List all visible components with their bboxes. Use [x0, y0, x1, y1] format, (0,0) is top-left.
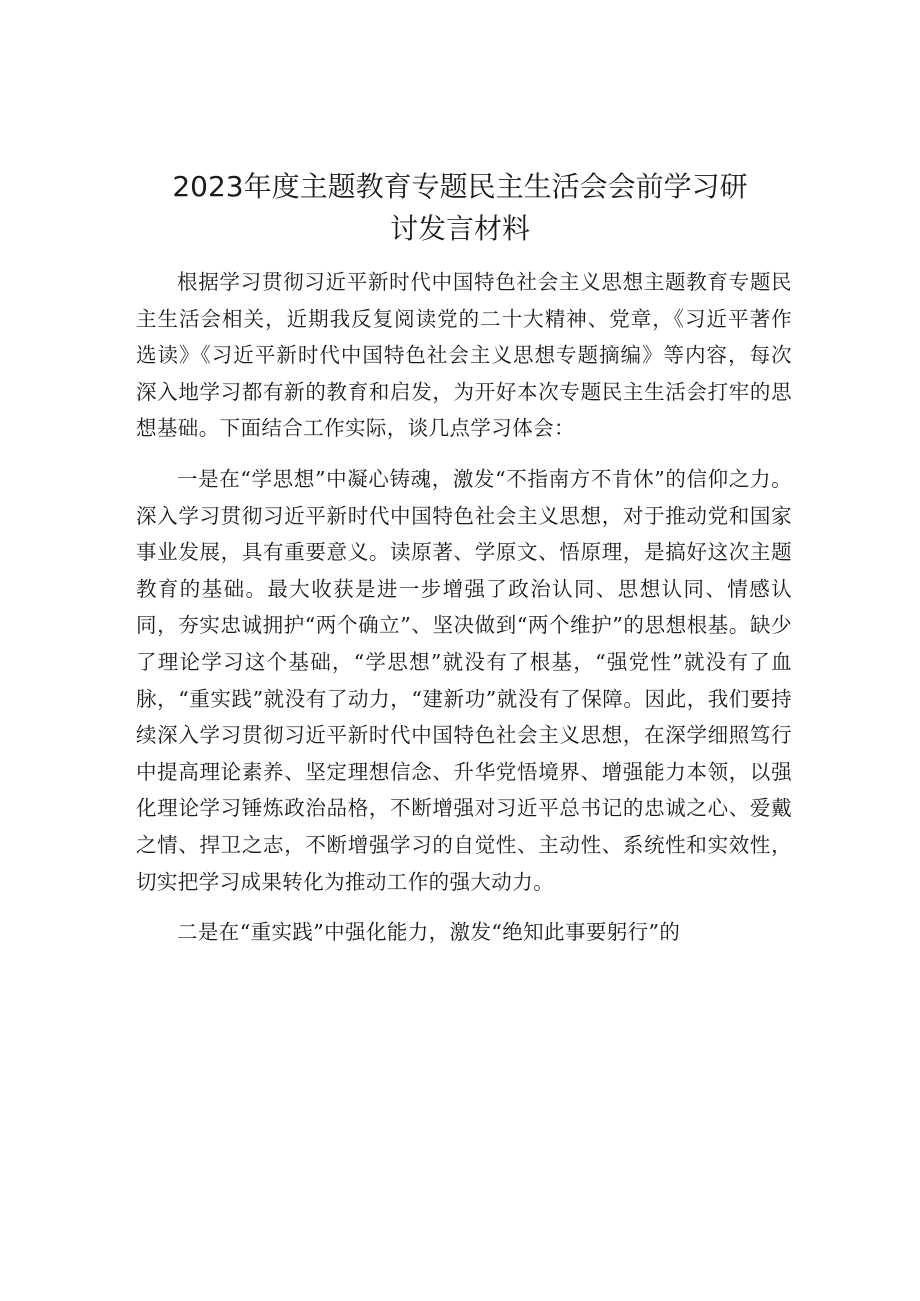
document-title-line-1: 2023年度主题教育专题民主生活会会前学习研 [172, 170, 748, 203]
document-title [120, 166, 800, 250]
paragraph-point-2: 二是在“重实践”中强化能力，激发“绝知此事要躬行”的 [177, 920, 681, 945]
document-title-line-2: 讨发言材料 [389, 212, 530, 245]
paragraph-intro: 根据学习贯彻习近平新时代中国特色社会主义思想主题教育专题民主生活会相关，近期我反复阅读党的二十大精神、党章，《习近平著作选读》《习近平新时代中国特色社会主义思想专题摘编》等内容，每次深入地学习都有新的教育和启发，为开好本次专题民主生活会打牢的思想基础。下面结合工作实际，谈几点学习体会： [136, 270, 792, 441]
paragraph-point-1: 一是在“学思想”中凝心铸魂，激发“不指南方不肯休”的信仰之力。深入学习贯彻习近平新时代中国特色社会主义思想，对于推动党和国家事业发展，具有重要意义。读原著、学原文、悟原理，是搞好这次主题教育的基础。最大收获是进一步增强了政治认同、思想认同、情感认同，夯实忠诚拥护“两个确立”、坚决做到“两个维护”的思想根基。缺少了理论学习这个基础，“学思想”就没有了根基，“强党性”就没有了血脉，“重实践”就没有了动力，“建新功”就没有了保障。因此，我们要持续深入学习贯彻习近平新时代中国特色社会主义思想，在深学细照笃行中提高理论素养、坚定理想信念、升华党悟境界、增强能力本领，以强化理论学习锤炼政治品格，不断增强对习近平总书记的忠诚之心、爱戴之情、捍卫之志，不断增强学习的自觉性、主动性、系统性和实效性，切实把学习成果转化为推动工作的强大动力。 [136, 466, 792, 894]
document-body [136, 264, 792, 965]
